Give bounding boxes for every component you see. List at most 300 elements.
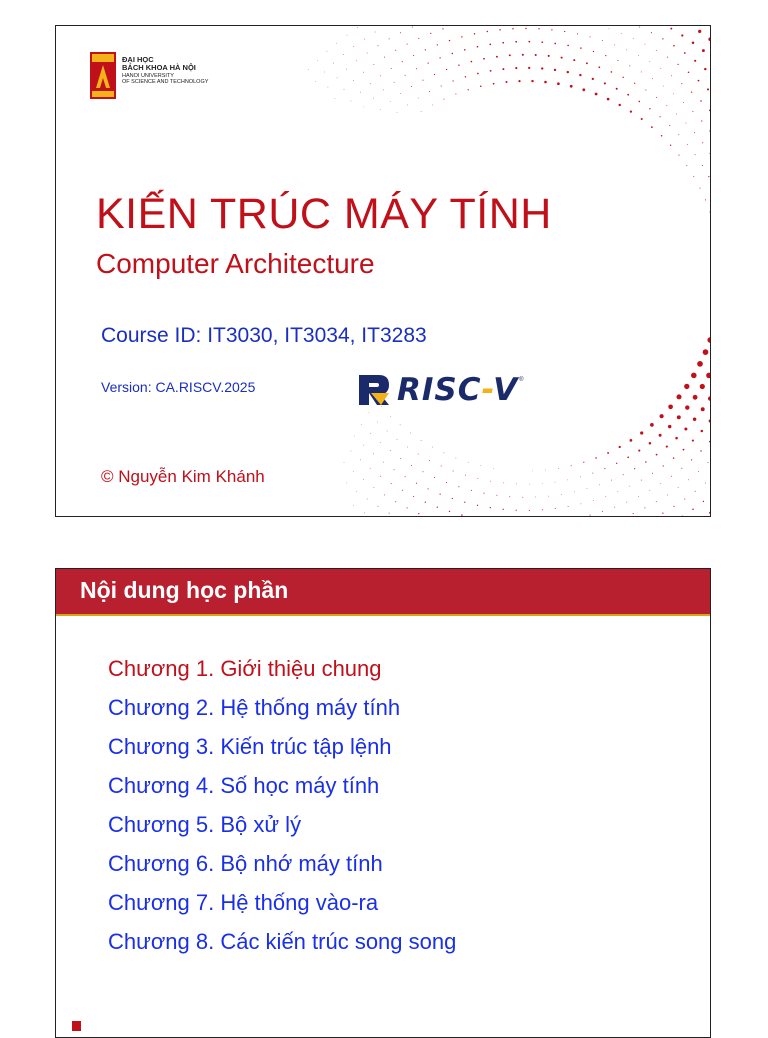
decorative-dot xyxy=(580,477,581,478)
decorative-dot xyxy=(333,63,334,64)
decorative-dot xyxy=(541,67,543,69)
decorative-dot xyxy=(373,487,374,488)
copyright-author: © Nguyễn Kim Khánh xyxy=(101,467,265,486)
decorative-dot xyxy=(686,165,687,166)
decorative-dot xyxy=(703,501,704,502)
decorative-dot xyxy=(477,505,478,506)
decorative-dot xyxy=(378,45,379,46)
decorative-dot xyxy=(458,64,459,65)
decorative-dot xyxy=(490,70,492,72)
decorative-dot xyxy=(678,487,679,488)
decorative-dot xyxy=(428,488,429,489)
decorative-dot xyxy=(430,33,431,34)
decorative-dot xyxy=(630,439,633,442)
decorative-dot xyxy=(641,118,643,120)
decorative-dot xyxy=(697,361,703,367)
decorative-dot xyxy=(649,61,650,62)
decorative-dot xyxy=(678,155,679,156)
title-slide xyxy=(55,25,711,517)
decorative-dot xyxy=(490,507,491,508)
decorative-dot xyxy=(402,61,403,62)
chapter-item-5[interactable]: Chương 5. Bộ xử lý xyxy=(108,812,302,837)
decorative-dot xyxy=(354,436,355,437)
decorative-dot xyxy=(407,447,408,448)
decorative-dot xyxy=(678,134,679,135)
decorative-dot xyxy=(516,510,517,511)
decorative-dot xyxy=(660,414,664,418)
decorative-dot xyxy=(356,491,357,492)
decorative-dot xyxy=(335,98,336,99)
decorative-dot xyxy=(387,431,388,432)
riscv-logo xyxy=(357,372,524,408)
decorative-dot xyxy=(361,424,362,425)
decorative-dot xyxy=(671,75,672,76)
decorative-dot xyxy=(698,80,700,82)
decorative-dot xyxy=(683,102,684,103)
decorative-dot xyxy=(400,93,401,94)
decorative-dot xyxy=(367,499,368,500)
decorative-dot xyxy=(571,465,572,466)
decorative-dot xyxy=(377,422,378,423)
decorative-dot xyxy=(353,471,354,472)
decorative-dot xyxy=(667,494,668,495)
decorative-dot xyxy=(390,101,391,102)
decorative-dot xyxy=(532,471,533,472)
decorative-dot xyxy=(626,502,627,503)
decorative-dot xyxy=(455,93,456,94)
decorative-dot xyxy=(327,51,328,52)
decorative-dot xyxy=(458,486,459,487)
decorative-dot xyxy=(681,83,682,84)
decorative-dot xyxy=(490,481,491,482)
decorative-dot xyxy=(418,98,419,99)
decorative-dot xyxy=(634,83,635,84)
decorative-dot xyxy=(353,80,354,81)
decorative-dot xyxy=(439,57,440,58)
decorative-dot xyxy=(518,80,520,82)
decorative-dot xyxy=(468,89,469,90)
decorative-dot xyxy=(400,32,401,33)
decorative-dot xyxy=(400,425,401,426)
decorative-dot xyxy=(652,473,653,474)
decorative-dot xyxy=(421,111,422,112)
decorative-dot xyxy=(703,349,709,355)
decorative-dot xyxy=(363,107,364,108)
decorative-dot xyxy=(618,491,619,492)
decorative-dot xyxy=(503,509,504,510)
decorative-dot xyxy=(397,439,398,440)
decorative-dot xyxy=(590,515,591,516)
decorative-dot xyxy=(611,480,612,481)
decorative-dot xyxy=(630,110,632,112)
decorative-dot xyxy=(617,60,618,61)
decorative-dot xyxy=(590,36,591,37)
decorative-dot xyxy=(633,513,634,514)
chapter-item-4[interactable]: Chương 4. Số học máy tính xyxy=(108,773,380,798)
decorative-dot xyxy=(673,457,674,458)
riscv-registered-mark: ® xyxy=(519,377,524,383)
decorative-dot xyxy=(567,45,569,47)
decorative-dot xyxy=(666,446,668,448)
decorative-dot xyxy=(662,38,663,39)
decorative-dot xyxy=(493,83,495,85)
decorative-dot xyxy=(708,176,709,177)
decorative-dot xyxy=(391,483,392,484)
decorative-dot xyxy=(428,63,429,64)
decorative-dot xyxy=(496,495,497,496)
decorative-dot xyxy=(515,41,517,43)
decorative-dot xyxy=(429,460,430,461)
decorative-dot xyxy=(638,55,639,56)
decorative-dot xyxy=(673,93,674,94)
decorative-dot xyxy=(343,54,344,55)
decorative-dot xyxy=(652,78,653,79)
decorative-dot xyxy=(380,75,381,76)
decorative-dot xyxy=(464,502,465,503)
decorative-dot xyxy=(599,484,600,485)
decorative-dot xyxy=(701,407,705,411)
decorative-dot xyxy=(441,466,442,467)
decorative-dot xyxy=(561,57,563,59)
decorative-dot xyxy=(638,450,640,452)
decorative-dot xyxy=(675,437,678,440)
decorative-dot xyxy=(709,420,711,423)
decorative-dot xyxy=(710,153,711,154)
decorative-dot xyxy=(684,52,686,54)
decorative-dot xyxy=(555,508,556,509)
chapter-item-1[interactable]: Chương 1. Giới thiệu chung xyxy=(108,656,382,681)
decorative-dot xyxy=(684,384,689,389)
decorative-dot xyxy=(432,447,433,448)
decorative-dot xyxy=(529,484,530,485)
decorative-dot xyxy=(440,494,441,495)
decorative-dot xyxy=(707,88,709,90)
decorative-dot xyxy=(554,43,556,45)
decorative-dot xyxy=(443,99,444,100)
decorative-dot xyxy=(577,33,578,34)
decorative-dot xyxy=(418,513,419,514)
decorative-dot xyxy=(389,38,390,39)
decorative-dot xyxy=(673,45,675,47)
decorative-dot xyxy=(676,394,681,399)
decorative-dot xyxy=(545,470,546,471)
decorative-dot xyxy=(416,68,417,69)
decorative-dot xyxy=(705,199,706,200)
decorative-dot xyxy=(649,442,652,445)
decorative-dot xyxy=(677,415,681,419)
decorative-dot xyxy=(464,49,466,51)
decorative-dot xyxy=(413,496,414,497)
decorative-dot xyxy=(422,80,423,81)
decorative-dot xyxy=(429,91,430,92)
decorative-dot xyxy=(580,503,581,504)
decorative-dot xyxy=(633,38,634,39)
decorative-dot xyxy=(461,514,462,515)
decorative-dot xyxy=(656,50,657,51)
decorative-dot xyxy=(684,427,687,430)
decorative-dot xyxy=(693,418,696,421)
decorative-dot xyxy=(509,496,510,497)
decorative-dot xyxy=(444,453,445,454)
decorative-dot xyxy=(405,476,406,477)
decorative-dot xyxy=(493,468,494,469)
decorative-dot xyxy=(528,41,530,43)
decorative-dot xyxy=(709,512,711,514)
decorative-dot xyxy=(702,49,705,52)
decorative-dot xyxy=(483,493,484,494)
decorative-dot xyxy=(694,60,696,62)
decorative-dot xyxy=(551,29,552,30)
decorative-dot xyxy=(465,475,466,476)
decorative-dot xyxy=(384,494,385,495)
decorative-dot xyxy=(503,483,504,484)
decorative-dot xyxy=(515,67,517,69)
decorative-dot xyxy=(580,47,581,48)
decorative-dot xyxy=(634,468,635,469)
chapter-item-2[interactable]: Chương 2. Hệ thống máy tính xyxy=(108,695,401,720)
decorative-dot xyxy=(638,496,639,497)
decorative-dot xyxy=(390,450,391,451)
decorative-dot xyxy=(370,468,371,469)
decorative-dot xyxy=(346,483,347,484)
decorative-dot xyxy=(604,82,606,84)
chapter-item-3[interactable]: Chương 3. Kiến trúc tập lệnh xyxy=(108,734,392,759)
decorative-dot xyxy=(579,74,581,76)
decorative-dot xyxy=(593,500,594,501)
decorative-dot xyxy=(616,463,617,464)
decorative-dot xyxy=(681,468,682,469)
decorative-dot xyxy=(441,85,442,86)
decorative-dot xyxy=(704,68,706,70)
decorative-dot xyxy=(663,86,664,87)
decorative-dot xyxy=(363,72,364,73)
decorative-dot xyxy=(659,434,662,437)
decorative-dot xyxy=(673,506,674,507)
decorative-dot xyxy=(692,42,695,45)
decorative-dot xyxy=(315,81,316,82)
decorative-dot xyxy=(418,454,419,455)
decorative-dot xyxy=(691,459,692,460)
decorative-dot xyxy=(548,55,550,57)
decorative-dot xyxy=(583,462,584,463)
decorative-dot xyxy=(700,100,701,101)
decorative-dot xyxy=(418,38,419,39)
chapter-item-7[interactable]: Chương 7. Hệ thống vào-ra xyxy=(108,890,379,915)
decorative-dot xyxy=(709,441,711,443)
decorative-dot xyxy=(626,50,627,51)
decorative-dot xyxy=(692,508,694,510)
decorative-dot xyxy=(668,404,673,409)
version-label: Version: CA.RISCV.2025 xyxy=(101,379,256,395)
decorative-dot xyxy=(688,479,689,480)
decorative-dot xyxy=(616,88,618,90)
decorative-dot xyxy=(629,486,630,487)
decorative-dot xyxy=(324,72,325,73)
decorative-dot xyxy=(677,64,678,65)
decorative-dot xyxy=(477,478,478,479)
decorative-dot xyxy=(702,165,703,166)
decorative-dot xyxy=(573,59,575,61)
slide-header-title: Nội dung học phần xyxy=(80,577,289,603)
decorative-dot xyxy=(668,425,671,428)
decorative-dot xyxy=(353,46,354,47)
decorative-dot xyxy=(456,458,457,459)
decorative-dot xyxy=(380,442,381,443)
decorative-dot xyxy=(346,69,347,70)
decorative-dot xyxy=(670,28,672,30)
decorative-dot xyxy=(452,498,453,499)
decorative-dot xyxy=(660,483,661,484)
decorative-dot xyxy=(468,462,469,463)
decorative-dot xyxy=(656,454,658,456)
decorative-dot xyxy=(394,469,395,470)
decorative-dot xyxy=(592,473,593,474)
decorative-dot xyxy=(645,461,646,462)
decorative-dot xyxy=(446,69,447,70)
decorative-dot xyxy=(593,51,594,52)
decorative-dot xyxy=(669,125,670,126)
decorative-dot xyxy=(602,511,603,512)
decorative-dot xyxy=(442,28,443,29)
decorative-dot xyxy=(691,373,697,379)
decorative-dot xyxy=(367,53,368,54)
decorative-dot xyxy=(693,395,698,400)
decorative-dot xyxy=(548,496,549,497)
chapter-item-6[interactable]: Chương 6. Bộ nhớ máy tính xyxy=(108,851,383,876)
chapter-list xyxy=(108,649,456,961)
decorative-dot xyxy=(452,53,453,54)
decorative-dot xyxy=(531,80,533,82)
decorative-dot xyxy=(541,41,543,43)
decorative-dot xyxy=(671,476,672,477)
decorative-dot xyxy=(702,142,703,143)
decorative-dot xyxy=(506,81,508,83)
decorative-dot xyxy=(670,145,671,146)
decorative-dot xyxy=(623,474,624,475)
decorative-dot xyxy=(605,496,606,497)
decorative-dot xyxy=(425,49,426,50)
decorative-dot xyxy=(698,471,699,472)
decorative-dot xyxy=(645,89,646,90)
decorative-dot xyxy=(535,497,536,498)
university-line-4: OF SCIENCE AND TECHNOLOGY xyxy=(122,78,209,85)
decorative-dot xyxy=(618,104,620,106)
decorative-dot xyxy=(710,211,711,212)
decorative-dot xyxy=(621,33,622,34)
decorative-dot xyxy=(421,440,422,441)
decorative-dot xyxy=(391,68,392,69)
decorative-dot xyxy=(587,488,588,489)
riscv-wordmark xyxy=(397,372,518,408)
decorative-dot xyxy=(480,86,482,88)
decorative-dot xyxy=(660,68,661,69)
decorative-dot xyxy=(390,416,391,417)
decorative-dot xyxy=(622,77,623,78)
decorative-dot xyxy=(639,27,640,28)
decorative-dot xyxy=(611,71,613,73)
decorative-dot xyxy=(344,89,345,90)
decorative-dot xyxy=(423,471,424,472)
decorative-dot xyxy=(471,490,472,491)
decorative-dot xyxy=(353,505,354,506)
decorative-dot xyxy=(691,91,692,92)
riscv-text-main: RISC xyxy=(397,372,482,408)
decorative-dot xyxy=(477,73,479,75)
decorative-dot xyxy=(705,482,706,483)
decorative-dot xyxy=(412,27,413,28)
decorative-dot xyxy=(471,61,473,63)
decorative-dot xyxy=(684,498,685,499)
decorative-dot xyxy=(582,88,585,91)
decorative-dot xyxy=(681,516,683,517)
decorative-dot xyxy=(685,123,686,124)
course-title-en: Computer Architecture xyxy=(96,248,375,279)
course-title-vi: KIẾN TRÚC MÁY TÍNH xyxy=(96,190,552,238)
decorative-dot xyxy=(380,476,381,477)
chapter-item-8[interactable]: Chương 8. Các kiến trúc song song xyxy=(108,929,457,954)
decorative-dot xyxy=(378,506,379,507)
decorative-dot xyxy=(708,396,711,400)
decorative-dot xyxy=(561,494,562,495)
footer-logo-icon xyxy=(72,1021,81,1031)
decorative-dot xyxy=(656,97,657,98)
decorative-dot xyxy=(709,130,711,132)
decorative-dot xyxy=(693,176,694,177)
decorative-dot xyxy=(360,92,361,93)
decorative-dot xyxy=(402,490,403,491)
decorative-dot xyxy=(373,98,374,99)
decorative-dot xyxy=(395,501,396,502)
decorative-dot xyxy=(369,412,370,413)
decorative-dot xyxy=(373,454,374,455)
decorative-dot xyxy=(595,93,598,96)
decorative-dot xyxy=(512,28,513,29)
decorative-dot xyxy=(598,66,600,68)
decorative-dot xyxy=(676,113,677,114)
decorative-dot xyxy=(502,68,504,70)
decorative-dot xyxy=(649,108,650,109)
decorative-dot xyxy=(336,43,337,44)
decorative-dot xyxy=(434,74,435,75)
decorative-dot xyxy=(525,28,526,29)
decorative-dot xyxy=(480,465,481,466)
decorative-dot xyxy=(528,67,530,69)
decorative-dot xyxy=(692,440,694,442)
decorative-dot xyxy=(397,112,398,113)
decorative-dot xyxy=(709,110,711,112)
decorative-dot xyxy=(483,58,485,60)
decorative-dot xyxy=(567,71,569,73)
decorative-dot xyxy=(405,75,406,76)
decorative-dot xyxy=(363,479,364,480)
decorative-dot xyxy=(432,105,433,106)
decorative-dot xyxy=(681,34,683,36)
decorative-dot xyxy=(609,29,610,30)
decorative-dot xyxy=(317,60,318,61)
decorative-dot xyxy=(663,465,664,466)
decorative-dot xyxy=(700,450,701,451)
decorative-dot xyxy=(437,44,438,45)
decorative-dot xyxy=(641,71,642,72)
decorative-dot xyxy=(499,29,500,30)
decorative-dot xyxy=(586,62,588,64)
university-line-3: HANOI UNIVERSITY xyxy=(122,72,174,79)
decorative-dot xyxy=(477,46,479,48)
decorative-dot xyxy=(651,126,653,128)
decorative-dot xyxy=(644,44,645,45)
decorative-dot xyxy=(542,483,543,484)
decorative-dot xyxy=(656,501,657,502)
